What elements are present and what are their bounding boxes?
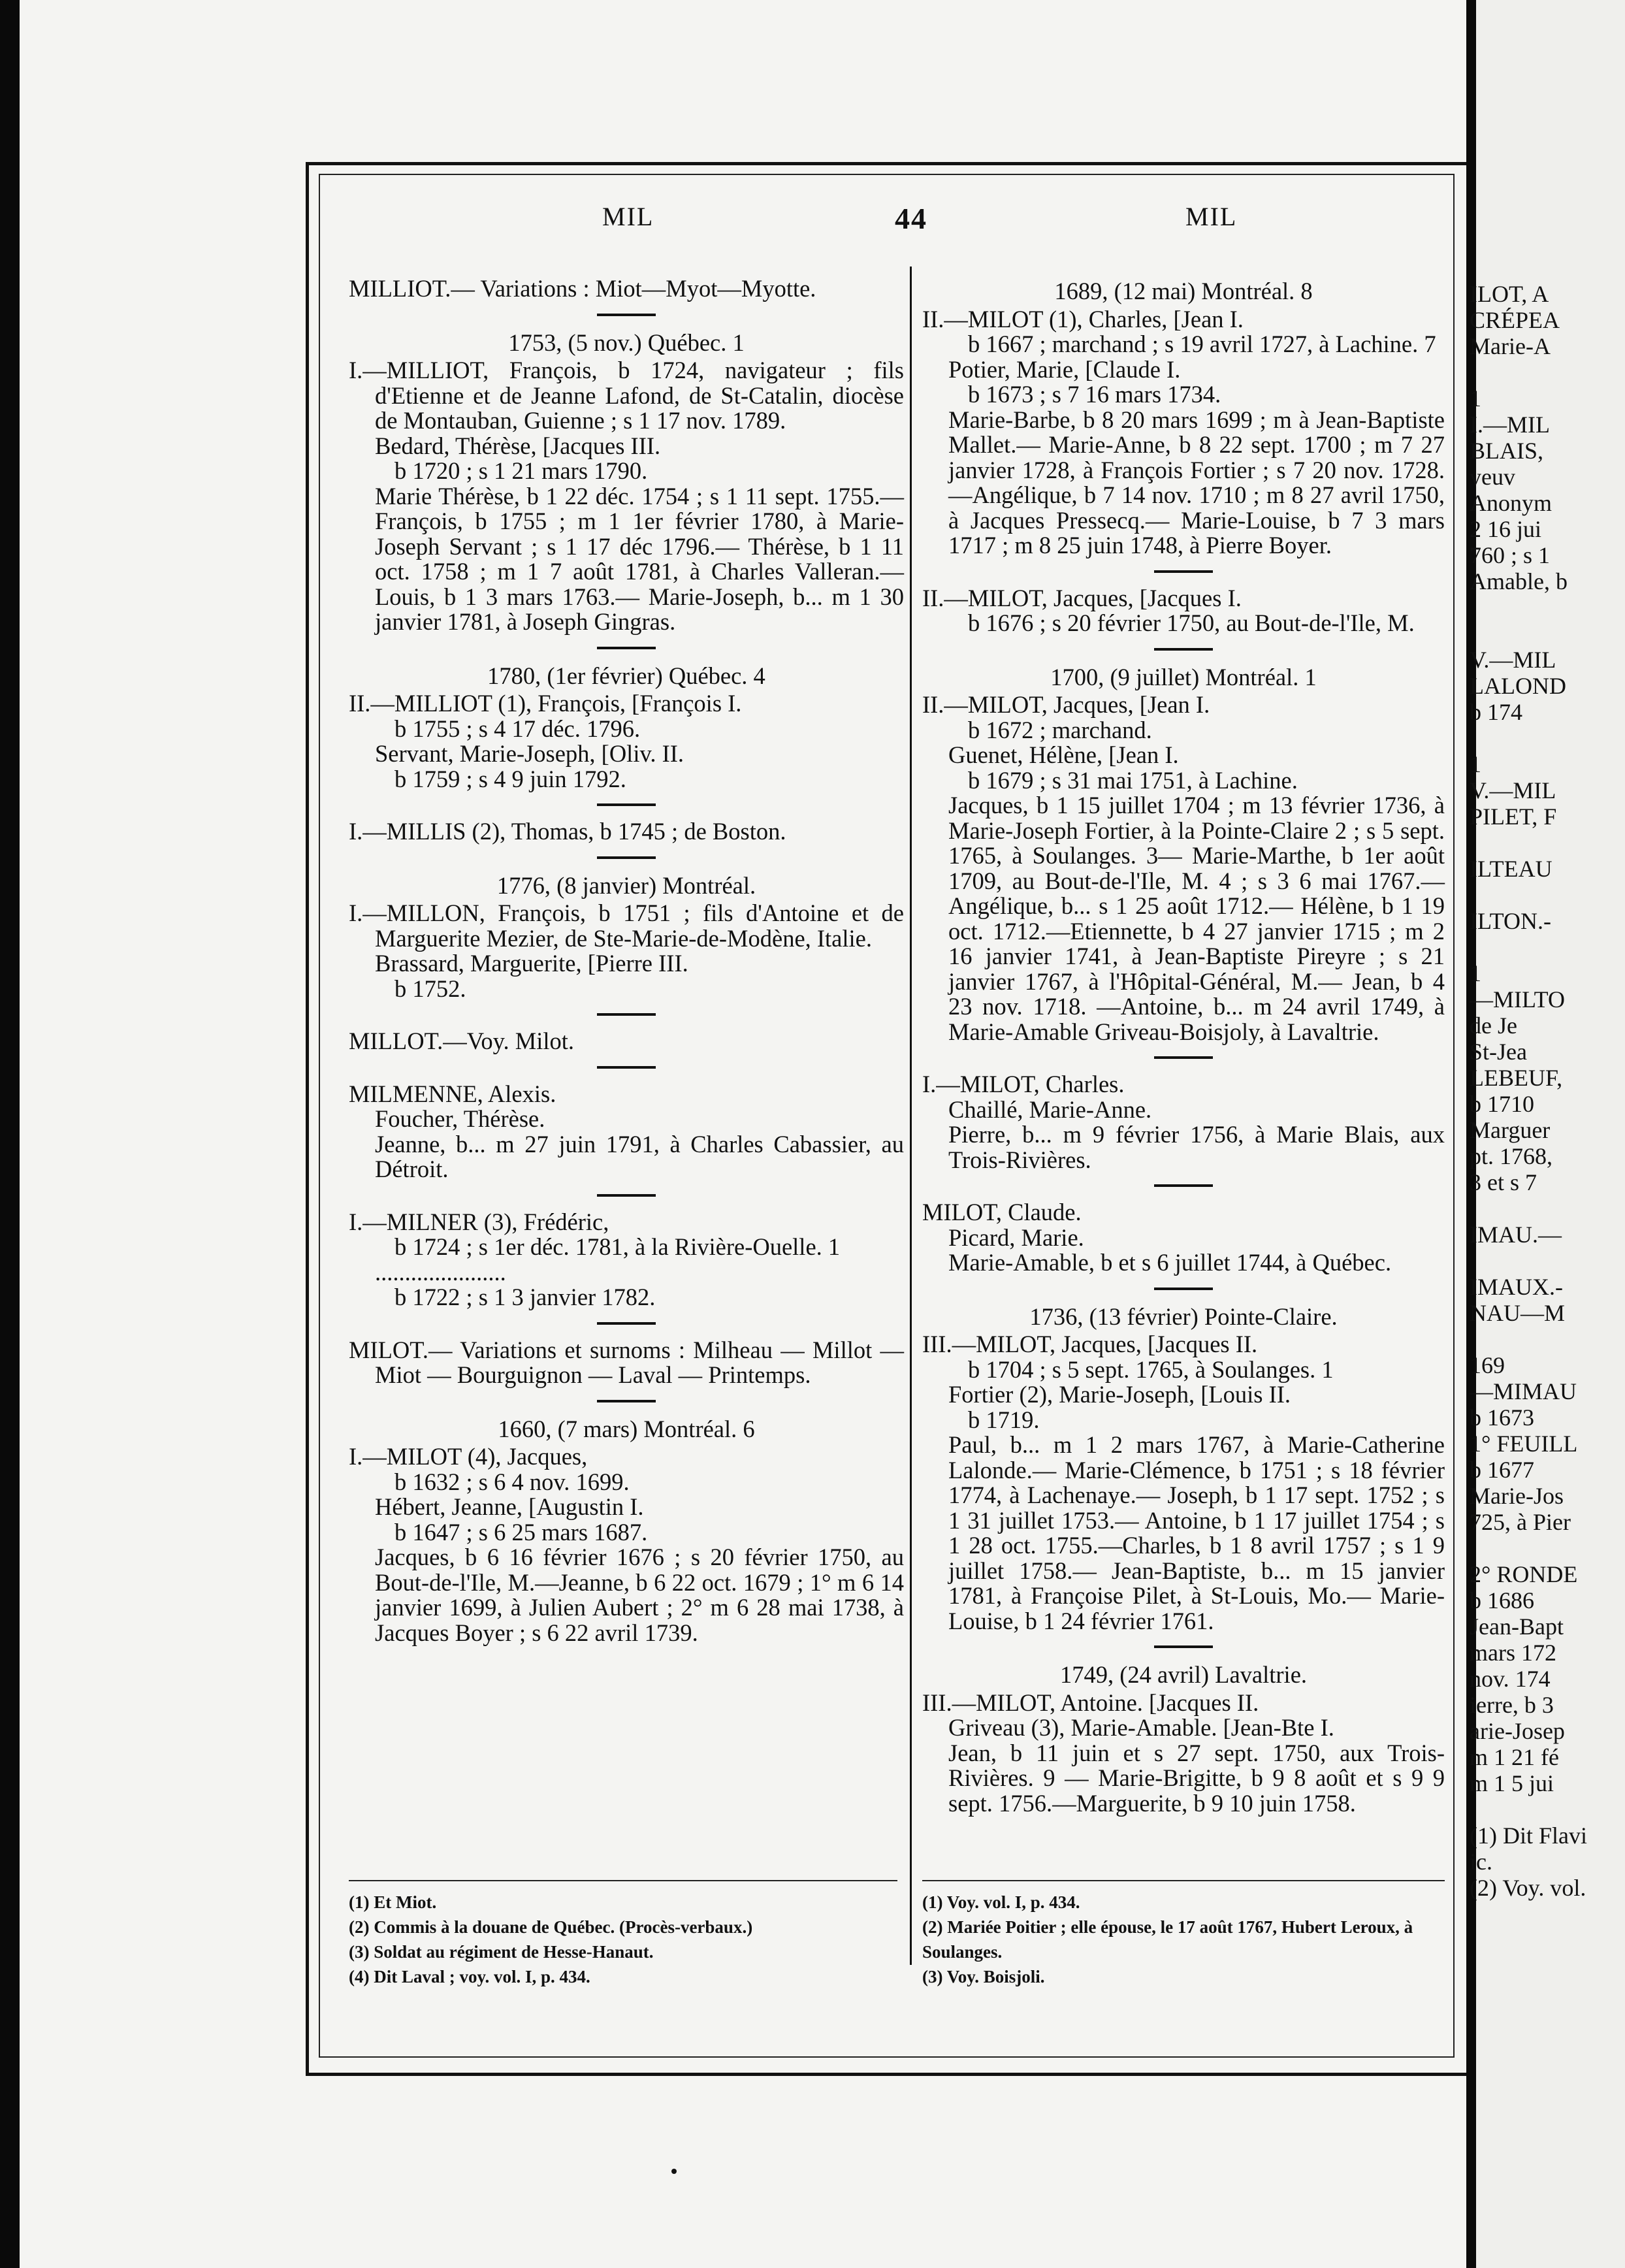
bleed-line: nov. 174 [1470,1666,1551,1692]
spouse-dates: b 1722 ; s 1 3 janvier 1782. [394,1284,656,1310]
footnote: (2) Commis à la douane de Québec. (Procès-verbaux.) [349,1917,753,1937]
bleed-line: de Je [1470,1012,1517,1039]
bleed-line: CRÉPEA [1470,307,1560,333]
entry-dates: b 1724 ; s 1er déc. 1781, à la Rivière-Ouelle. 1 [394,1233,841,1260]
bleed-line: St-Jea [1470,1039,1527,1065]
bleed-line: Amable, b [1470,568,1568,594]
separator-rule [1154,648,1213,651]
spouse-line: Brassard, Marguerite, [Pierre III. [375,950,688,977]
marriage-date: 1736, (13 février) Pointe-Claire. [1029,1303,1338,1330]
column-divider [910,267,912,1965]
bleed-line: Jean-Bapt [1470,1613,1564,1640]
children-text: Paul, b... m 1 2 mars 1767, à Marie-Catherine Lalonde.— Marie-Clémence, b 1751 ; s 18 février 1774, à Lachenaye.— Joseph, b 1 17 sept. 1752 ; s 1 31 juillet 1753.— Antoine, b 1 17 juillet 1754 ; s 1 28 oct. 1755.—Charles, b 1 8 avril 1757 ; s 1 9 juillet 1758.— Jean-Baptiste, b... m 15 janvier 1781, à Françoise Pilet, à St-Louis, Mo.— Marie-Louise, b 1 24 février 1761. [948,1431,1445,1634]
spouse-dates: b 1647 ; s 6 25 mars 1687. [394,1518,648,1546]
bleed-line: —MIMAU [1470,1378,1577,1404]
bleed-line: LALOND [1470,673,1566,699]
ink-speck [671,2169,677,2174]
footnotes-left [349,1890,884,1989]
bleed-line: 2° RONDE [1470,1561,1578,1587]
children-text: Marie-Barbe, b 8 20 mars 1699 ; m à Jean-Baptiste Mallet.— Marie-Anne, b 8 22 sept. 1700 ; m 7 27 janvier 1728, à François Fortier ; s 7 20 nov. 1728.—Angélique, b 7 14 nov. 1710 ; m 8 27 avril 1750, à Jacques Pressecq.— Marie-Louise, b 7 3 mars 1717 ; m 8 25 juin 1748, à Pierre Boyer. [948,406,1445,559]
children-text: Jacques, b 6 16 février 1676 ; s 20 février 1750, au Bout-de-l'Ile, M.—Jeanne, b 6 22 oct. 1679 ; 1° m 6 14 janvier 1699, à Julien Aubert ; 2° m 6 28 mai 1738, à Jacques Boyer ; s 6 22 avril 1739. [375,1544,904,1646]
entry-text: I.—MILNER (3), Frédéric, [349,1208,609,1235]
bleed-line [1470,1195,1587,1222]
entry-text: III.—MILOT, Antoine. [Jacques II. [922,1689,1259,1716]
next-page-fragment [1470,281,1587,1901]
spouse-line: Potier, Marie, [Claude I. [948,355,1181,383]
bleed-line [1470,934,1587,960]
bleed-line: BLAIS, [1470,438,1544,464]
children-text: Jacques, b 1 15 juillet 1704 ; m 13 février 1736, à Marie-Joseph Fortier, à la Pointe-Claire 2 ; s 5 sept. 1765, à Soulanges. 3— Marie-Marthe, b 1er août 1709, au Bout-de-l'Ile, M. 4 ; s 3 6 mai 1767.—Angélique, b... s 1 25 août 1712.— Hélène, b 1 19 oct. 1712.—Etiennette, b 4 27 janvier 1715 ; m 2 16 janvier 1741, à Jean-Baptiste Pireyre ; s 21 janvier 1767, à l'Hôpital-Général, M.— Jean, b 4 23 nov. 1718. —Antoine, b... m 24 avril 1749, à Marie-Amable Griveau-Boisjoly, à Lavaltrie. [948,792,1445,1045]
spouse-dates: b 1759 ; s 4 9 juin 1792. [394,765,626,792]
bleed-line: arie-Josep [1470,1718,1565,1744]
entry-dates: b 1632 ; s 6 4 nov. 1699. [394,1468,630,1495]
page-number: 44 [895,202,927,235]
bleed-line: ILTEAU [1470,856,1553,882]
spouse-dates: b 1679 ; s 31 mai 1751, à Lachine. [968,766,1298,794]
separator-rule [1154,1184,1213,1187]
marriage-date: 1780, (1er février) Québec. 4 [487,662,765,689]
bleed-line: 2 16 jui [1470,516,1542,542]
bleed-line [1470,1535,1587,1561]
separator-rule [597,1400,656,1402]
marriage-date: 1700, (9 juillet) Montréal. 1 [1050,663,1317,690]
bleed-line: m 1 21 fé [1470,1744,1559,1770]
separator-rule [597,1194,656,1197]
bleed-line: NAU—M [1470,1300,1566,1326]
entry-heading: MILLOT.—Voy. Milot. [349,1028,575,1054]
children-text: Pierre, b... m 9 février 1756, à Marie Blais, aux Trois-Rivières. [948,1121,1445,1173]
bleed-line: 1 [1470,385,1481,412]
children-text: Marie-Amable, b et s 6 juillet 1744, à Québec. [948,1249,1392,1276]
marriage-date: 1660, (7 mars) Montréal. 6 [498,1415,755,1442]
entry-dates: b 1755 ; s 4 17 déc. 1796. [394,715,641,742]
footnote: (3) Soldat au régiment de Hesse-Hanaut. [349,1942,654,1962]
bleed-line [1470,1326,1587,1352]
spouse-dates: b 1720 ; s 1 21 mars 1790. [394,457,648,484]
entry-heading: MILOT, Claude. [922,1199,1082,1225]
bleed-line: IMAU.— [1470,1222,1562,1248]
entry-dates: b 1667 ; marchand ; s 19 avril 1727, à Lachine. 7 [968,331,1436,357]
spouse-dates: b 1673 ; s 7 16 mars 1734. [968,381,1221,408]
spouse-line: Hébert, Jeanne, [Augustin I. [375,1493,644,1520]
spouse-line: Servant, Marie-Joseph, [Oliv. II. [375,740,684,767]
footnote: (2) Mariée Poitier ; elle épouse, le 17 août 1767, Hubert Leroux, à Soulanges. [922,1917,1413,1962]
bleed-line: 1 [1470,960,1481,986]
entry-text: II.—MILOT (1), Charles, [Jean I. [922,305,1244,332]
next-page-bleed [1470,0,1625,2268]
footnote: (4) Dit Laval ; voy. vol. I, p. 434. [349,1967,590,1986]
separator-rule [1154,1288,1213,1290]
bleed-line: b 1710 [1470,1091,1534,1117]
bleed-line: 760 ; s 1 [1470,542,1551,568]
bleed-line: veuv [1470,464,1515,490]
marriage-date: 1753, (5 nov.) Québec. 1 [508,329,745,356]
children-text: Jeanne, b... m 27 juin 1791, à Charles Cabassier, au Détroit. [375,1130,904,1182]
entry-text: II.—MILOT, Jacques, [Jacques I. [922,584,1242,611]
marriage-date: 1749, (24 avril) Lavaltrie. [1059,1661,1308,1688]
right-column [922,276,1445,1816]
entry-heading: MILOT.— Variations et surnoms : Milheau — Millot — Miot — Bourguignon — Laval — Printemps. [349,1336,904,1388]
entry-text: I.—MILOT (4), Jacques, [349,1443,588,1470]
bleed-line [1470,359,1587,385]
entry-dates: b 1672 ; marchand. [968,716,1152,743]
bleed-line: ILTON.- [1470,908,1551,934]
spouse-line: Bedard, Thérèse, [Jacques III. [375,432,661,459]
children-text: Marie Thérèse, b 1 22 déc. 1754 ; s 1 11 sept. 1755.—François, b 1755 ; m 1 1er février 1780, à Marie-Joseph Servant ; s 1 17 déc 1796.— Thérèse, b 1 11 oct. 1758 ; m 1 7 août 1781, à Charles Valleran.— Louis, b 1 3 mars 1763.— Marie-Joseph, b... m 1 30 janvier 1781, à Joseph Gingras. [375,482,904,635]
bleed-line: ic. [1470,1849,1492,1875]
bleed-line: Anonym [1470,490,1552,516]
bleed-line: 3 et s 7 [1470,1169,1537,1195]
separator-rule [1154,570,1213,573]
separator-rule [597,803,656,806]
bleed-line: b 174 [1470,699,1522,725]
bleed-line: Marie-A [1470,333,1551,359]
left-scan-edge [0,0,20,2268]
page-inner-frame [319,174,1455,2058]
spouse-line: Chaillé, Marie-Anne. [948,1095,1152,1123]
entry-text: I.—MILOT, Charles. [922,1071,1125,1097]
spouse-line: Griveau (3), Marie-Amable. [Jean-Bte I. [948,1714,1334,1741]
bleed-line: ierre, b 3 [1470,1692,1554,1718]
bleed-line: I.—MIL [1470,412,1550,438]
children-text: Jean, b 11 juin et s 27 sept. 1750, aux Trois-Rivières. 9 — Marie-Brigitte, b 9 8 août et s 9 9 sept. 1756.—Marguerite, b 9 10 juin 1758. [948,1739,1445,1817]
separator-rule [597,1322,656,1325]
bleed-line: ILOT, A [1470,281,1549,307]
bleed-line [1470,882,1587,908]
bleed-line [1470,725,1587,751]
spouse-dates: b 1752. [394,975,466,1002]
separator-rule [597,314,656,316]
bleed-line: PILET, F [1470,803,1557,830]
running-header [320,201,1453,240]
bleed-line: b 1677 [1470,1457,1534,1483]
entry-text: I.—MILLON, François, b 1751 ; fils d'Antoine et de Marguerite Mezier, de Ste-Marie-de-Modène, Italie. [349,899,904,952]
bleed-line: Marie-Jos [1470,1483,1564,1509]
bleed-line: Marguer [1470,1117,1551,1143]
separator-rule [597,856,656,859]
bleed-line [1470,830,1587,856]
entry-text: I.—MILLIOT, François, b 1724, navigateur ; fils d'Etienne et de Jeanne Lafond, de St-Catalin, diocèse de Montauban, Guienne ; s 1 17 nov. 1789. [349,357,904,434]
bleed-line: —MILTO [1470,986,1566,1012]
bleed-line: (2) Voy. vol. [1470,1875,1586,1901]
bleed-line [1470,594,1587,621]
separator-rule [1154,1645,1213,1648]
entry-text: I.—MILLIS (2), Thomas, b 1745 ; de Boston. [349,818,786,845]
bleed-line: 725, à Pier [1470,1509,1571,1535]
separator-rule [1154,1056,1213,1059]
separator-rule [597,1013,656,1016]
marriage-date: 1689, (12 mai) Montréal. 8 [1054,278,1313,304]
bleed-line: V.—MIL [1470,647,1556,673]
bleed-line: pt. 1768, [1470,1143,1553,1169]
left-column [349,276,904,1645]
entry-text: III.—MILOT, Jacques, [Jacques II. [922,1331,1258,1357]
footnote-rule-left [349,1880,897,1881]
entry-dates: b 1676 ; s 20 février 1750, au Bout-de-l'Ile, M. [968,609,1415,636]
bleed-line: m 1 5 jui [1470,1770,1554,1796]
entry-heading: MILMENNE, Alexis. [349,1080,556,1107]
bleed-line [1470,621,1587,647]
bleed-line: (1) Dit Flavi [1470,1822,1587,1849]
entry-dates: b 1704 ; s 5 sept. 1765, à Soulanges. 1 [968,1355,1334,1383]
spouse-dates: b 1719. [968,1406,1040,1433]
bleed-line: 1° FEUILL [1470,1431,1578,1457]
footnote-rule-right [922,1880,1445,1881]
footnotes-right [922,1890,1445,1989]
spouse-line: Guenet, Hélène, [Jean I. [948,741,1179,768]
header-left-word: MIL [602,202,654,231]
spouse-line: Fortier (2), Marie-Joseph, [Louis II. [948,1381,1291,1408]
bleed-line: mars 172 [1470,1640,1556,1666]
footnote: (1) Voy. vol. I, p. 434. [922,1892,1080,1912]
bleed-line: IMAUX.- [1470,1274,1563,1300]
marriage-date: 1776, (8 janvier) Montréal. [496,871,756,899]
bleed-line [1470,1796,1587,1822]
bleed-line [1470,1248,1587,1274]
separator-rule [597,1066,656,1069]
bleed-line: b 1673 [1470,1404,1534,1431]
bleed-line: 169 [1470,1352,1505,1378]
bleed-line: V.—MIL [1470,777,1556,803]
header-right-word: MIL [1185,202,1238,231]
spouse-line: Foucher, Thérèse. [375,1105,545,1132]
dotted-leader: ...................... [375,1258,506,1286]
bleed-line: LEBEUF, [1470,1065,1563,1091]
spouse-line: Picard, Marie. [948,1223,1084,1251]
bleed-line: b 1686 [1470,1587,1534,1613]
entry-text: II.—MILOT, Jacques, [Jean I. [922,691,1210,718]
separator-rule [597,647,656,649]
footnote: (1) Et Miot. [349,1892,437,1912]
entry-heading: MILLIOT.— Variations : Miot—Myot—Myotte. [349,275,816,302]
footnote: (3) Voy. Boisjoli. [922,1967,1045,1986]
bleed-line: 1 [1470,751,1481,777]
entry-text: II.—MILLIOT (1), François, [François I. [349,690,742,717]
